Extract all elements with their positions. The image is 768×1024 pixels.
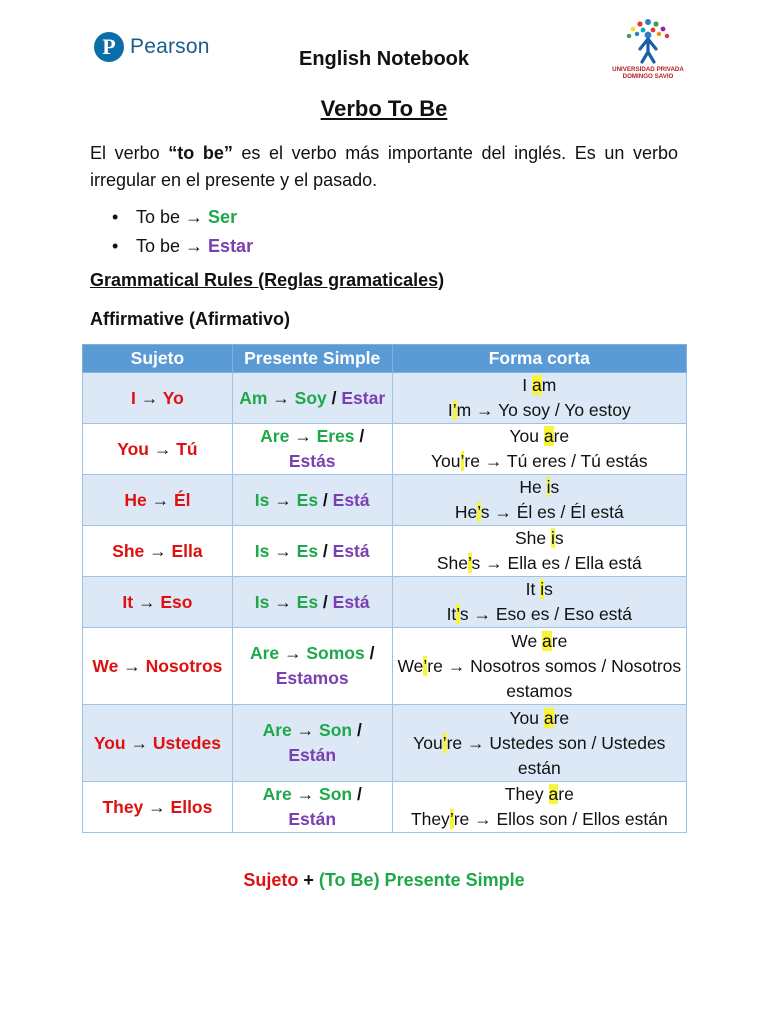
- short-form-cell: You are You’re → Tú eres / Tú estás: [392, 424, 686, 475]
- table-header-row: [83, 345, 687, 373]
- subject-cell: You → Ustedes: [83, 705, 233, 782]
- present-simple-cell: Is → Es / Está: [232, 526, 392, 577]
- subject-cell: I → Yo: [83, 373, 233, 424]
- formula: Sujeto + (To Be) Presente Simple: [243, 870, 525, 890]
- column-header: Forma corta: [392, 345, 686, 373]
- table-row: [83, 628, 687, 705]
- intro-paragraph: El verbo “to be” es el verbo más importante del inglés. Es un verbo irregular en el presente y el pasado.: [90, 143, 678, 190]
- subsection-title: Affirmative (Afirmativo): [90, 309, 291, 329]
- short-form-cell: I am I’m → Yo soy / Yo estoy: [392, 373, 686, 424]
- list-item: • To be → Estar: [90, 232, 253, 261]
- present-simple-cell: Are → Son / Están: [232, 705, 392, 782]
- present-simple-cell: Is → Es / Está: [232, 577, 392, 628]
- present-simple-cell: Are → Eres / Estás: [232, 424, 392, 475]
- list-item: • To be → Ser: [90, 203, 253, 232]
- table-row: [83, 475, 687, 526]
- notebook-title: English Notebook: [299, 48, 469, 70]
- university-logo-text: UNIVERSIDAD PRIVADA DOMINGO SAVIO: [612, 66, 684, 80]
- subject-cell: It → Eso: [83, 577, 233, 628]
- present-simple-cell: Am → Soy / Estar: [232, 373, 392, 424]
- short-form-cell: You are You’re → Ustedes son / Ustedes están: [392, 705, 686, 782]
- present-simple-cell: Is → Es / Está: [232, 475, 392, 526]
- table-row: [83, 577, 687, 628]
- subject-cell: He → Él: [83, 475, 233, 526]
- table-row: [83, 424, 687, 475]
- table-row: [83, 373, 687, 424]
- short-form-cell: It is It’s → Eso es / Eso está: [392, 577, 686, 628]
- verb-table: [82, 344, 687, 833]
- short-form-cell: They are They’re → Ellos son / Ellos están: [392, 782, 686, 833]
- section-title: Grammatical Rules (Reglas gramaticales): [90, 270, 445, 290]
- to-be-meanings-list: [90, 203, 253, 261]
- table-row: [83, 782, 687, 833]
- subject-cell: You → Tú: [83, 424, 233, 475]
- present-simple-cell: Are → Son / Están: [232, 782, 392, 833]
- subject-cell: They → Ellos: [83, 782, 233, 833]
- subject-cell: She → Ella: [83, 526, 233, 577]
- subject-cell: We → Nosotros: [83, 628, 233, 705]
- column-header: Sujeto: [83, 345, 233, 373]
- present-simple-cell: Are → Somos / Estamos: [232, 628, 392, 705]
- short-form-cell: He is He’s → Él es / Él está: [392, 475, 686, 526]
- pearson-logo-icon: P: [94, 32, 124, 62]
- page-title: Verbo To Be: [320, 96, 448, 121]
- short-form-cell: She is She’s → Ella es / Ella está: [392, 526, 686, 577]
- pearson-logo-text: Pearson: [130, 35, 210, 58]
- table-row: [83, 526, 687, 577]
- short-form-cell: We are We’re → Nosotros somos / Nosotros estamos: [392, 628, 686, 705]
- column-header: Presente Simple: [232, 345, 392, 373]
- table-row: [83, 705, 687, 782]
